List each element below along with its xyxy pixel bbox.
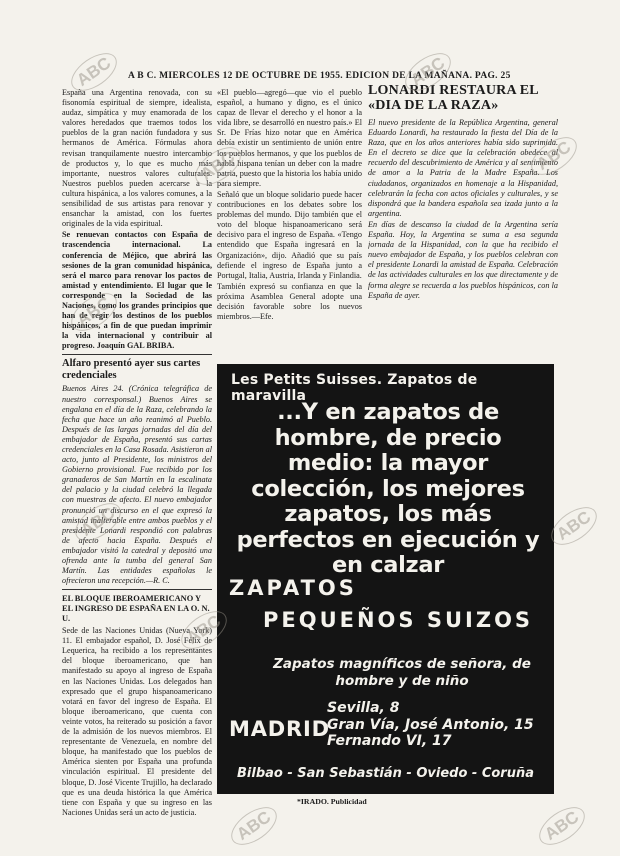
ad-address: Gran Vía, José Antonio, 15	[327, 716, 534, 733]
advertisement	[217, 364, 554, 794]
column-right	[368, 84, 558, 356]
article-paragraph: En días de descanso la ciudad de la Argentina sería España. Hoy, la Argentina se suma a esa segunda jornada de la Hispanidad, con la que ha recibido el nuevo embajador de España, y los pueblos celebran con el presidente Lonardi la amistad de España. Celebración de las actividades culturales en los que directamente y de forma alegre se recuerda a los pueblos hispánicos, con la España de ayer.	[368, 219, 558, 300]
watermark-stamp: ABC	[533, 800, 592, 853]
ad-address: Sevilla, 8	[327, 700, 400, 716]
watermark-stamp: ABC	[189, 140, 248, 193]
divider	[62, 589, 212, 590]
ad-cities: Bilbao - San Sebastián - Oviedo - Coruña	[237, 766, 534, 781]
article-paragraph: «El pueblo—agregó—que vio el pueblo español, a humano y digno, es el único capaz de llevar el derecho y el honor a la vida libre, se desarrolló en nuestro país.» El Sr. De Frías hizo notar que en América debía existir un sentimiento de unión entre los pueblos hermanos, y que los pueblos de habla hispana tenían un deber con la madre patria, puesto que la historia los había unido para siempre.	[217, 88, 362, 188]
ad-shoe-text: Zapatos magníficos de señora, de hombre y de niño	[273, 656, 531, 689]
article-paragraph: También expresó su confianza en que la próxima Asamblea General adopte una decisión favorable sobre los nuevos miembros.—Efe.	[217, 281, 362, 322]
article-paragraph: Buenos Aires 24. (Crónica telegráfica de nuestro corresponsal.) Buenos Aires se engalana en el día de la Raza, celebrando la fecha que hace un año reanimó al Pueblo. Después de las largas jornadas del día del embajador de España, presentó sus cartas credenciales en la Casa Rosada. Asistieron al acto, junto al Presidente, los ministros del Gobierno provisional. Fue recibido por los granaderos de San Martín en la escalinata del palacio y la ciudad celebró la llegada con muestras de afecto. El nuevo embajador pronunció un discurso en el que expresó la amistad inalterable entre ambos pueblos y el presidente Lonardi respondió con palabras de afecto hacia España. Después el embajador visitó la catedral y depositó una ofrenda ante la tumba del general San Martín. Las entidades españolas le ofrecieron una recepción.—R. C.	[62, 384, 212, 586]
divider	[62, 354, 212, 355]
ad-address: Fernando VI, 17	[327, 733, 452, 749]
ad-headline: ...Y en zapatos de hombre, de precio medio: la mayor colección, los mejores zapatos, los más perfectos en ejecución y en calzar	[236, 399, 540, 578]
watermark-stamp: ABC	[175, 604, 234, 657]
article-paragraph-bold: Se renuevan contactos con España de trascendencia internacional. La conferencia de Méjico, que abrirá las sesiones de la gran comunidad hispánica, será el marco para renovar los pactos de amistad y entendimiento. El lugar que le corresponde en la Sociedad de las Naciones, como los grandes principios que han de regir los destinos de los pueblos hispánicos, a fin de que puedan imprimir la vida internacional y contribuir al progreso. Joaquín GAL BRIBA.	[62, 230, 212, 351]
headline-bloque: EL BLOQUE IBEROAMERICANO Y EL INGRESO DE ESPAÑA EN LA O. N. U.	[62, 594, 210, 623]
ad-city: MADRID	[229, 717, 330, 741]
ad-brand-line2: PEQUEÑOS SUIZOS	[263, 608, 534, 632]
page-header: A B C. MIERCOLES 12 DE OCTUBRE DE 1955. EDICION DE LA MAÑANA. PAG. 25	[128, 71, 511, 81]
headline-lonardi: LONARDI RESTAURA EL «DIA DE LA RAZA»	[368, 84, 539, 113]
watermark-stamp: ABC	[225, 800, 284, 853]
watermark-stamp: ABC	[525, 130, 584, 183]
article-paragraph: El nuevo presidente de la República Argentina, general Eduardo Lonardi, ha restaurado la fiesta del Día de la Raza, que en los años anteriores había sido suprimida. En el decreto se dice que la celebración obedece al recuerdo del descubrimiento de América y al sentimiento de amor a la Patria de la Madre España. Los ciudadanos, organizados en homenaje a la Hispanidad, celebrarán la fecha con actos oficiales y culturales, y se dispondrá que la bandera española sea izada junto a la argentina.	[368, 118, 558, 218]
ad-caption: *IRADO. Publicidad	[297, 797, 367, 806]
ad-addresses	[327, 700, 534, 750]
ad-brand-line1: ZAPATOS	[229, 576, 357, 600]
watermark-stamp: ABC	[69, 496, 128, 549]
watermark-stamp: ABC	[65, 46, 124, 99]
column-left	[62, 88, 212, 843]
watermark-stamp: ABC	[65, 286, 124, 339]
watermark-stamp: ABC	[545, 500, 604, 553]
ad-top-line: Les Petits Suisses. Zapatos de maravilla	[231, 372, 478, 404]
watermark-stamp: ABC	[399, 46, 458, 99]
article-paragraph: Señaló que un bloque solidario puede hacer contribuciones en los debates sobre los problemas del mundo. Dijo también que el voto del bloque hispanoamericano será decisivo para el ingreso de España. «Tengo entendido que España ingresará en la Organización», dijo. Añadió que su país defiende el ingreso de España junto a Portugal, Italia, Austria, Irlanda y Finlandia.	[217, 189, 362, 280]
article-paragraph: España una Argentina renovada, con su fisonomía espiritual de siempre, idealista, audaz, simpática y muy enamorada de los valores heredados que traemos todos los pueblos de la gran nación fundadora y sus hermanos de América. Fórmulas ahora revisan tranquilamente nuestro intercambio de productos y, lo que es mucho más importante, nuestros valores culturales. Nuestros pueblos pueden acercarse a la cultura hispánica, a los valores comunes, a la sensibilidad de sus artistas para renovar y ensanchar la amistad, con los fuertes originales de la vida espiritual.	[62, 88, 212, 229]
column-middle	[217, 88, 362, 358]
article-paragraph: Sede de las Naciones Unidas (Nueva York) 11. El embajador español, D. José Félix de Lequerica, ha recibido a los representantes del bloque iberoamericano, que han manifestado su apoyo al ingreso de España en las Naciones Unidas. Los delegados han expresado que el grupo hispanoamericano votará en favor del ingreso de España. El bloque iberoamericano, que cuenta con veinte votos, ha reiterado su posición a favor de la admisión de los nuevos miembros. El representante de Venezuela, en nombre del bloque, ha manifestado que los pueblos de América sienten por España una profunda vinculación espiritual. El presidente del bloque, D. José Vicente Trujillo, ha declarado que es una deuda histórica la que América tiene con España y que su ingreso en las Naciones Unidas será un acto de justicia.	[62, 626, 212, 817]
headline-alfaro: Alfaro presentó ayer sus cartes credenciales	[62, 358, 201, 381]
